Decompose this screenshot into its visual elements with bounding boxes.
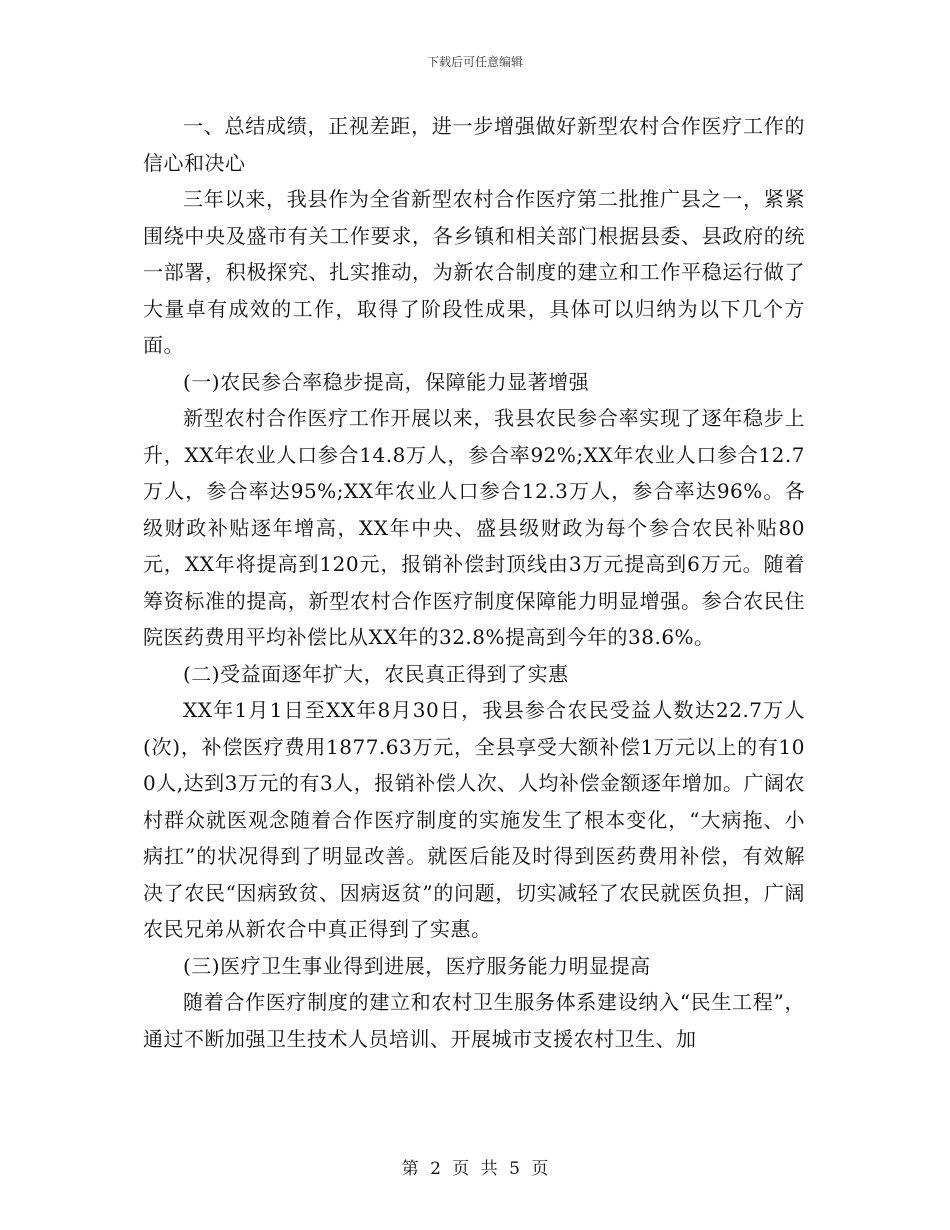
page-number-footer: 第 2 页 共 5 页 [401, 1159, 549, 1179]
body-paragraph: 新型农村合作医疗工作开展以来，我县农民参合率实现了逐年稳步上升，XX年农业人口参合14.8万人，参合率92%;XX年农业人口参合12.7万人，参合率达95%;XX年农业人口参合12.3万人，参合率达96%。各级财政补贴逐年增高，XX年中央、盛县级财政为每个参合农民补贴80元，XX年将提高到120元，报销补偿封顶线由3万元提高到6万元。随着筹资标准的提高，新型农村合作医疗制度保障能力明显增强。参合农民住院医药费用平均补偿比从XX年的32.8%提高到今年的38.6%。 [143, 406, 805, 649]
section-heading: 一、总结成绩，正视差距，进一步增强做好新型农村合作医疗工作的信心和决心 [143, 114, 805, 175]
page-header: 下载后可任意编辑 [426, 55, 523, 69]
document-body [143, 108, 805, 1057]
subsection-heading: (二)受益面逐年扩大，农民真正得到了实惠 [183, 661, 569, 686]
body-paragraph: XX年1月1日至XX年8月30日，我县参合农民受益人数达22.7万人(次)，补偿医疗费用1877.63万元，全县享受大额补偿1万元以上的有100人,达到3万元的有3人，报销补偿人次、人均补偿金额逐年增加。广阔农村群众就医观念随着合作医疗制度的实施发生了根本变化，“大病拖、小病扛”的状况得到了明显改善。就医后能及时得到医药费用补偿，有效解决了农民“因病致贫、因病返贫”的问题，切实减轻了农民就医负担，广阔农民兄弟从新农合中真正得到了实惠。 [143, 698, 805, 941]
subsection-heading: (一)农民参合率稳步提高，保障能力显著增强 [183, 369, 590, 394]
subsection-heading: (三)医疗卫生事业得到进展，医疗服务能力明显提高 [183, 953, 651, 978]
body-paragraph: 随着合作医疗制度的建立和农村卫生服务体系建设纳入“民生工程”，通过不断加强卫生技术人员培训、开展城市支援农村卫生、加 [143, 990, 805, 1051]
body-paragraph: 三年以来，我县作为全省新型农村合作医疗第二批推广县之一，紧紧围绕中央及盛市有关工作要求，各乡镇和相关部门根据县委、县政府的统一部署，积极探究、扎实推动，为新农合制度的建立和工作平稳运行做了大量卓有成效的工作，取得了阶段性成果，具体可以归纳为以下几个方面。 [143, 187, 805, 357]
